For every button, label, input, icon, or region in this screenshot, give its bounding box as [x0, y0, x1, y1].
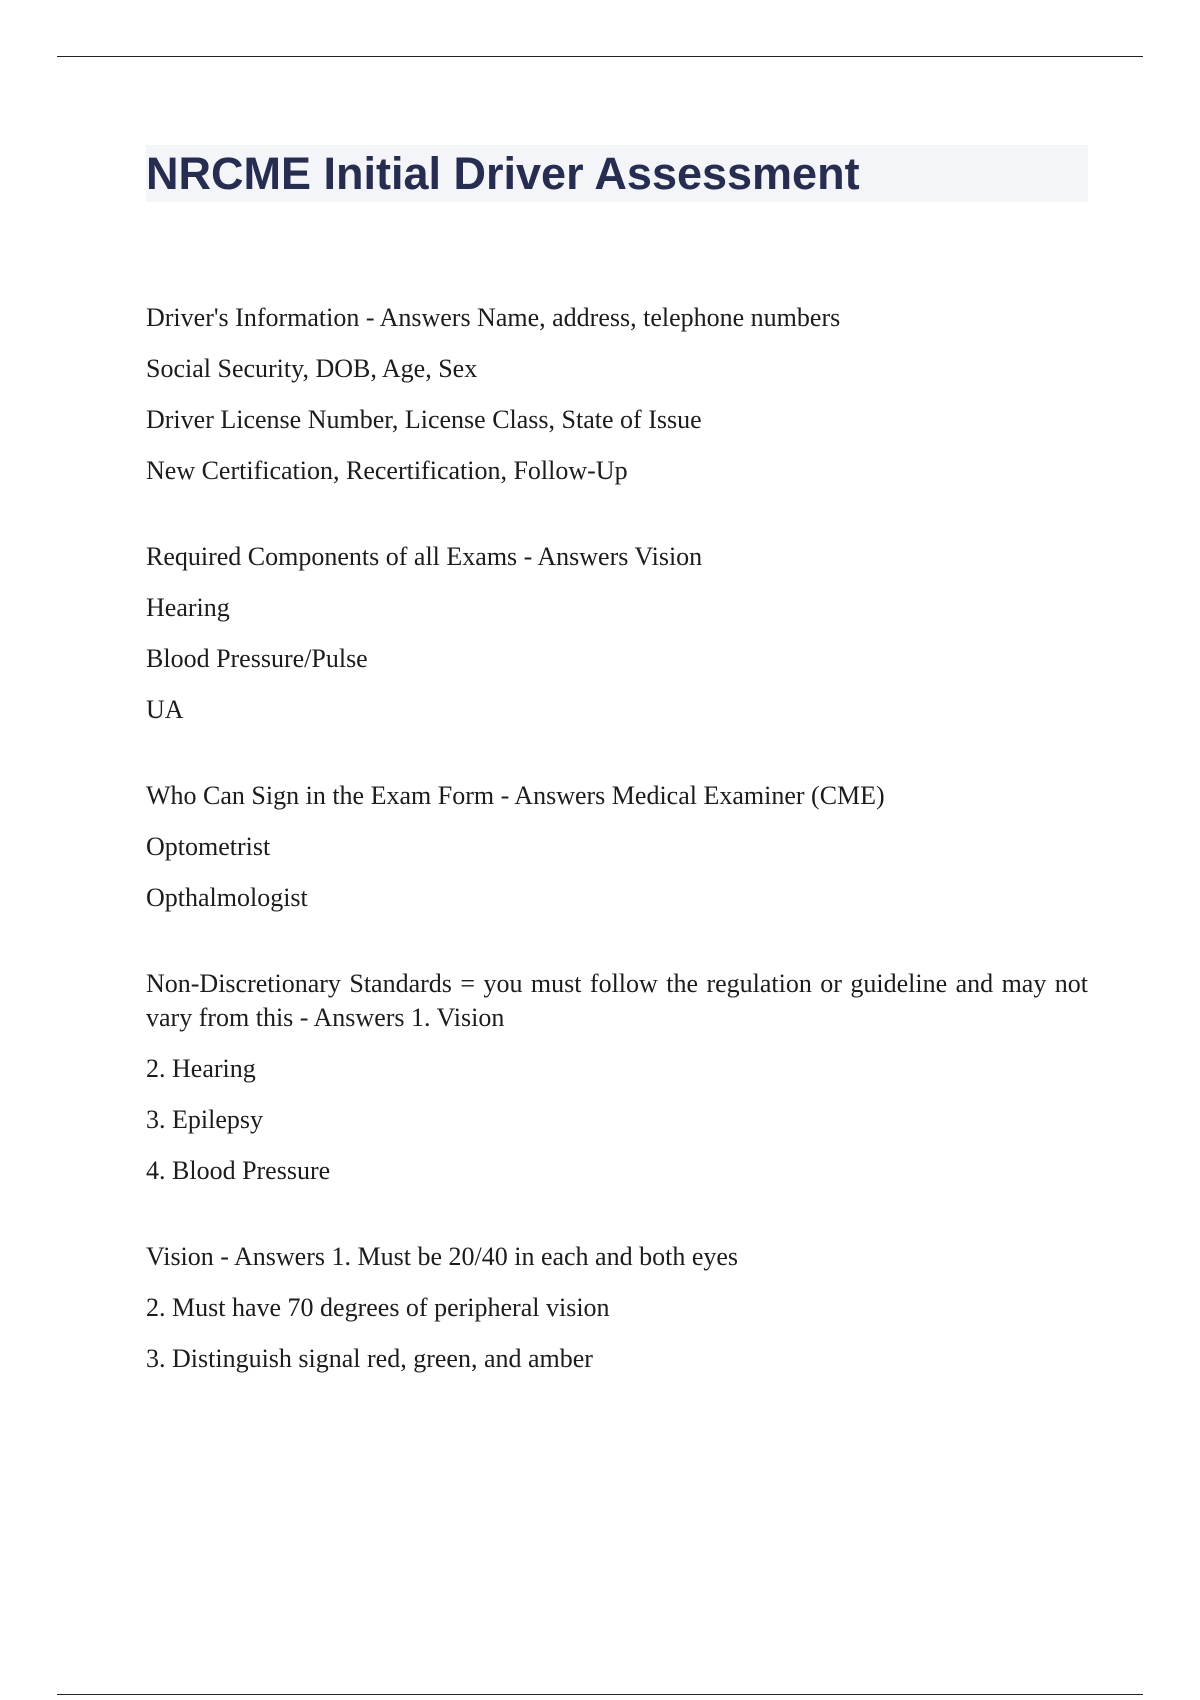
- qa-line: Non-Discretionary Standards = you must follow the regulation or guideline and may not vary from this - Answers 1. Vision: [146, 969, 1088, 1032]
- qa-entry-non-discretionary-standards: [146, 967, 1088, 1188]
- qa-line: Who Can Sign in the Exam Form - Answers Medical Examiner (CME): [146, 781, 885, 810]
- qa-line: Vision - Answers 1. Must be 20/40 in each and both eyes: [146, 1242, 739, 1271]
- bottom-divider: [57, 1694, 1143, 1695]
- qa-line: 3. Distinguish signal red, green, and amber: [146, 1344, 593, 1373]
- qa-line: Optometrist: [146, 832, 271, 861]
- qa-line: Driver License Number, License Class, State of Issue: [146, 405, 702, 434]
- qa-line: Blood Pressure/Pulse: [146, 644, 368, 673]
- qa-line: 2. Hearing: [146, 1054, 256, 1083]
- qa-entry-required-components: [146, 540, 1088, 727]
- qa-line: Hearing: [146, 593, 230, 622]
- qa-line: Social Security, DOB, Age, Sex: [146, 354, 478, 383]
- qa-line: Driver's Information - Answers Name, address, telephone numbers: [146, 303, 841, 332]
- qa-entry-drivers-information: [146, 301, 1088, 488]
- qa-line: Opthalmologist: [146, 883, 308, 912]
- qa-entry-vision: [146, 1240, 1088, 1376]
- top-divider: [57, 56, 1143, 57]
- qa-list: [146, 301, 1088, 1428]
- title-banner: [146, 145, 1088, 202]
- qa-line: 3. Epilepsy: [146, 1105, 263, 1134]
- qa-line: 2. Must have 70 degrees of peripheral vision: [146, 1293, 610, 1322]
- document-title: NRCME Initial Driver Assessment: [146, 148, 860, 199]
- qa-line: UA: [146, 695, 184, 724]
- qa-line: Required Components of all Exams - Answers Vision: [146, 542, 703, 571]
- qa-entry-who-can-sign: [146, 779, 1088, 915]
- qa-line: New Certification, Recertification, Follow-Up: [146, 456, 628, 485]
- qa-line: 4. Blood Pressure: [146, 1156, 331, 1185]
